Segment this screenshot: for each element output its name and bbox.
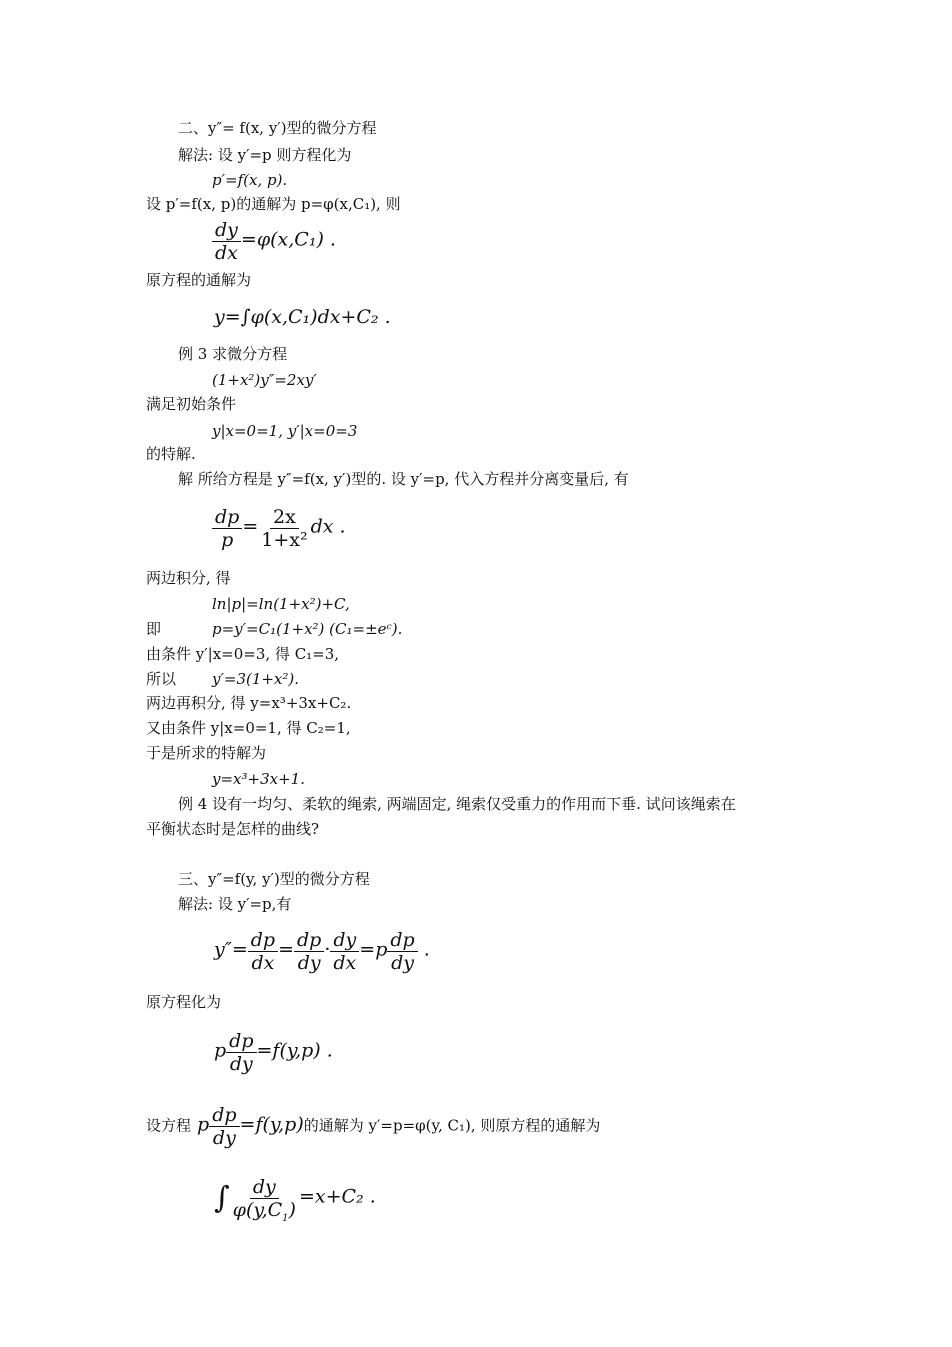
equation-y-integral: y=∫φ(x,C₁)dx+C₂ . <box>214 306 391 328</box>
integrate-again: 两边再积分, 得 y=x³+3x+C₂. <box>146 694 352 712</box>
fraction-dy-dx: $\frac{dy}{dx}$ <box>212 219 241 264</box>
section-3-heading: 三、y″=f(y, y′)型的微分方程 <box>178 870 370 888</box>
original-reduced-label: 原方程化为 <box>146 993 222 1011</box>
suoyi-label: 所以 <box>146 670 177 688</box>
example-3-equation: (1+x²)y″=2xy′ <box>212 371 317 389</box>
section-2-heading: 二、y″= f(x, y′)型的微分方程 <box>178 119 377 137</box>
ji-equation: p=y′=C₁(1+x²) (C₁=±eᶜ). <box>212 620 403 638</box>
section-2-method: 解法: 设 y′=p 则方程化为 <box>178 146 352 164</box>
integrate-label: 两边积分, 得 <box>146 569 231 587</box>
equation-dy-dx: $\frac{dy}{dx}$ =φ(x,C₁) . <box>212 219 336 264</box>
result-equation: y=x³+3x+1. <box>212 770 305 788</box>
equation-p-prime: p′=f(x, p). <box>212 171 288 189</box>
suoyi-equation: y′=3(1+x²). <box>212 670 300 688</box>
initial-condition: y|x=0=1, y′|x=0=3 <box>212 422 358 440</box>
example-3-label: 例 3 求微分方程 <box>178 345 288 363</box>
separated-equation: $\frac{dp}{p}$ = $\frac{2x}{\text{1+x²}}$ dx . <box>212 506 346 551</box>
special-solution-label: 的特解. <box>146 445 196 463</box>
ji-label: 即 <box>146 620 162 638</box>
section-3-method: 解法: 设 y′=p,有 <box>178 895 292 913</box>
initial-condition-label: 满足初始条件 <box>146 395 237 413</box>
final-integral-equation: ∫ $\frac{dy}{\varphi(y,C_1)}$ =x+C₂ . <box>214 1176 376 1224</box>
equation-y-double-prime: y″= $\frac{dp}{dx}$ = $\frac{dp}{dy}$ · $\frac{dy}{dx}$ =p $\frac{dp}{dy}$ . <box>214 929 430 974</box>
ln-equation: ln|p|=ln(1+x²)+C, <box>212 595 350 613</box>
example-4-line1: 例 4 设有一均匀、柔软的绳索, 两端固定, 绳索仅受重力的作用而下垂. 试问该绳索在 <box>178 795 736 813</box>
condition-3: 又由条件 y|x=0=1, 得 C₂=1, <box>146 719 351 737</box>
result-label: 于是所求的特解为 <box>146 744 267 762</box>
condition-2: 由条件 y′|x=0=3, 得 C₁=3, <box>146 645 340 663</box>
solution-intro: 解 所给方程是 y″=f(x, y′)型的. 设 y′=p, 代入方程并分离变量后, 有 <box>178 470 629 488</box>
example-4-line2: 平衡状态时是怎样的曲线? <box>146 820 320 838</box>
set-equation-line: 设方程 p $\frac{dp}{dy}$ =f(y,p)的通解为 y′=p=φ(y, C₁), 则原方程的通解为 <box>146 1104 601 1149</box>
equation-p-dp-dy: p $\frac{dp}{dy}$ =f(y,p) . <box>214 1030 333 1075</box>
general-solution-text: 设 p′=f(x, p)的通解为 p=φ(x,C₁), 则 <box>146 195 401 213</box>
original-general-label: 原方程的通解为 <box>146 271 252 289</box>
